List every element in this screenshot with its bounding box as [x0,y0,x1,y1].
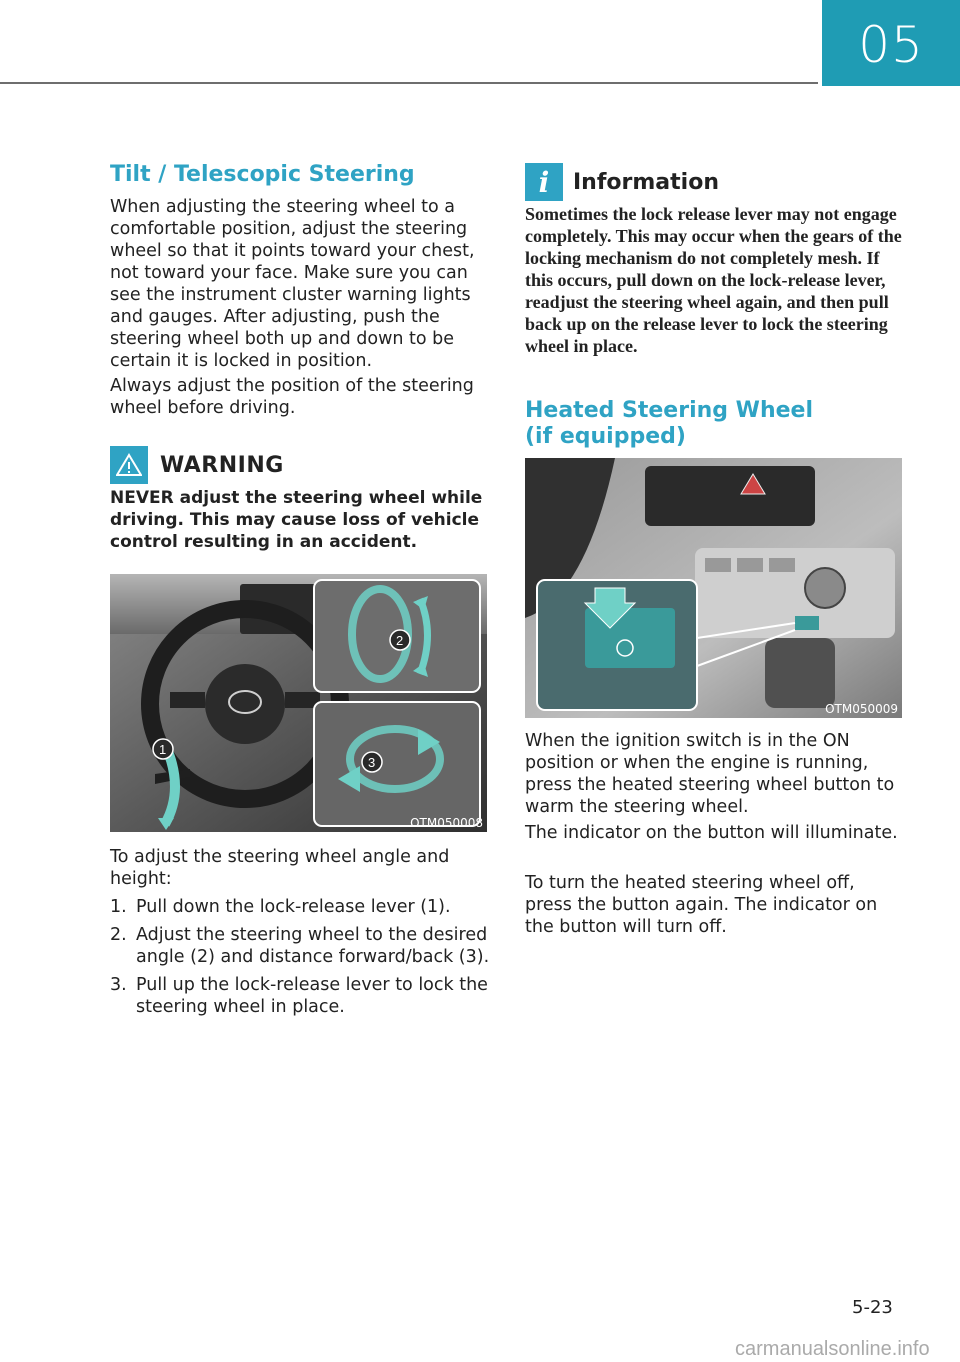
heated-paragraph-2: The indicator on the button will illuminate. [525,823,898,843]
callout-2: 2 [396,633,404,648]
steps-list [110,896,490,1024]
steering-adjust-figure [110,574,487,832]
figure-code-1: OTM050008 [410,816,483,830]
footer-watermark[interactable]: carmanualsonline.info [735,1338,930,1360]
page-number: 5-23 [852,1297,893,1318]
header-rule [0,82,818,84]
callout-3: 3 [368,755,376,770]
tilt-paragraph-1: When adjusting the steering wheel to a comfortable position, adjust the steering wheel so that it points toward your chest, not toward your face. Make sure you can see the instrument cluster warning lights and gauges. After adjusting, push the steering wheel both up and down to be certain it is locked in position. [110,197,475,371]
list-item: 2. Adjust the steering wheel to the desired angle (2) and distance forward/back (3). [110,925,490,967]
heated-paragraph-1: When the ignition switch is in the ON position or when the engine is running, press the heated steering wheel button to warm the steering wheel. [525,731,895,817]
information-body: Sometimes the lock release lever may not engage completely. This may occur when the gears of the locking mechanism do not completely mesh. If this occurs, pull down on the lock-release lever, readjust the steering wheel again, and then pull back up on the release lever to lock the steering wheel in place. [525,204,902,356]
steps-intro: To adjust the steering wheel angle and height: [110,847,450,889]
information-header [525,163,719,201]
list-item: 3. Pull up the lock-release lever to lock the steering wheel in place. [110,975,488,1017]
information-title: Information [573,169,719,195]
tilt-paragraph-2: Always adjust the position of the steering wheel before driving. [110,376,474,418]
list-item: 1. Pull down the lock-release lever (1). [110,897,451,917]
information-icon: i [525,163,563,201]
figure-code-2: OTM050009 [825,702,898,716]
callout-1: 1 [159,742,167,757]
warning-title: WARNING [160,452,284,478]
section-title-heated: Heated Steering Wheel (if equipped) [525,398,813,449]
warning-header [110,446,284,484]
heated-paragraph-3: To turn the heated steering wheel off, press the button again. The indicator on the button will turn off. [525,873,878,937]
warning-body: NEVER adjust the steering wheel while driving. This may cause loss of vehicle control resulting in an accident. [110,488,483,552]
section-title-tilt: Tilt / Telescopic Steering [110,162,415,187]
warning-triangle-icon [110,446,148,484]
chapter-tab: 05 [822,0,960,86]
heated-wheel-figure [525,458,902,718]
